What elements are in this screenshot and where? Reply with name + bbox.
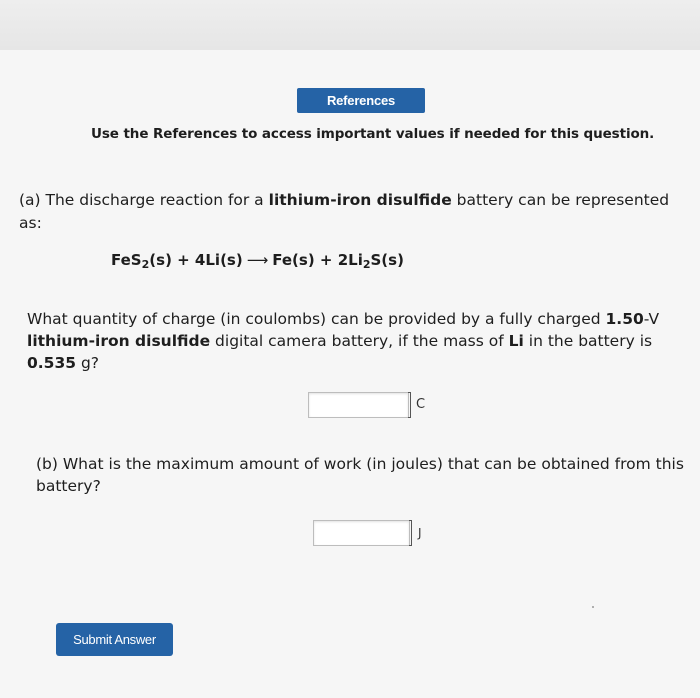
submit-answer-button[interactable]: Submit Answer bbox=[56, 623, 173, 656]
part-a-intro bbox=[19, 189, 689, 235]
eq-products-start: Fe(s) + 2Li bbox=[272, 251, 363, 269]
q-text: g? bbox=[76, 354, 100, 372]
part-a-intro-end: battery can be represented as: bbox=[19, 191, 670, 232]
q-battery-name: lithium-iron disulfide bbox=[27, 332, 211, 350]
references-button[interactable]: References bbox=[297, 88, 425, 113]
q-text: What quantity of charge (in coulombs) can be provided by a fully charged bbox=[27, 310, 606, 328]
reaction-arrow-icon: ⟶ bbox=[246, 251, 269, 269]
battery-name: lithium-iron disulfide bbox=[268, 191, 452, 209]
top-bar bbox=[0, 0, 700, 51]
q-text: in the battery is bbox=[523, 332, 653, 350]
q-element: Li bbox=[508, 332, 524, 350]
input-bracket bbox=[409, 520, 412, 546]
q-mass: 0.535 bbox=[27, 354, 77, 372]
q-text: digital camera battery, if the mass of bbox=[210, 332, 509, 350]
question-panel bbox=[0, 50, 700, 698]
eq-subscript: 2 bbox=[362, 258, 371, 271]
q-text: -V bbox=[643, 310, 660, 328]
reaction-equation bbox=[111, 251, 404, 271]
stray-dot bbox=[592, 606, 594, 608]
charge-unit-label: C bbox=[416, 397, 426, 412]
work-answer-input[interactable] bbox=[313, 520, 410, 546]
part-b-question: (b) What is the maximum amount of work (in joules) that can be obtained from this battery? bbox=[36, 455, 684, 495]
instructions-text: Use the References to access important values if needed for this question. bbox=[91, 126, 655, 142]
charge-answer-input[interactable] bbox=[308, 392, 409, 418]
work-unit-label: J bbox=[418, 526, 422, 540]
input-bracket bbox=[408, 392, 411, 418]
eq-subscript: 2 bbox=[141, 258, 150, 271]
part-a-question bbox=[27, 308, 677, 374]
q-voltage: 1.50 bbox=[605, 310, 644, 328]
eq-reactants-rest: (s) + 4Li(s) bbox=[149, 251, 243, 269]
eq-products-end: S(s) bbox=[370, 251, 404, 269]
part-a-intro-start: (a) The discharge reaction for a bbox=[19, 191, 269, 209]
eq-term-fes: FeS bbox=[111, 251, 142, 269]
